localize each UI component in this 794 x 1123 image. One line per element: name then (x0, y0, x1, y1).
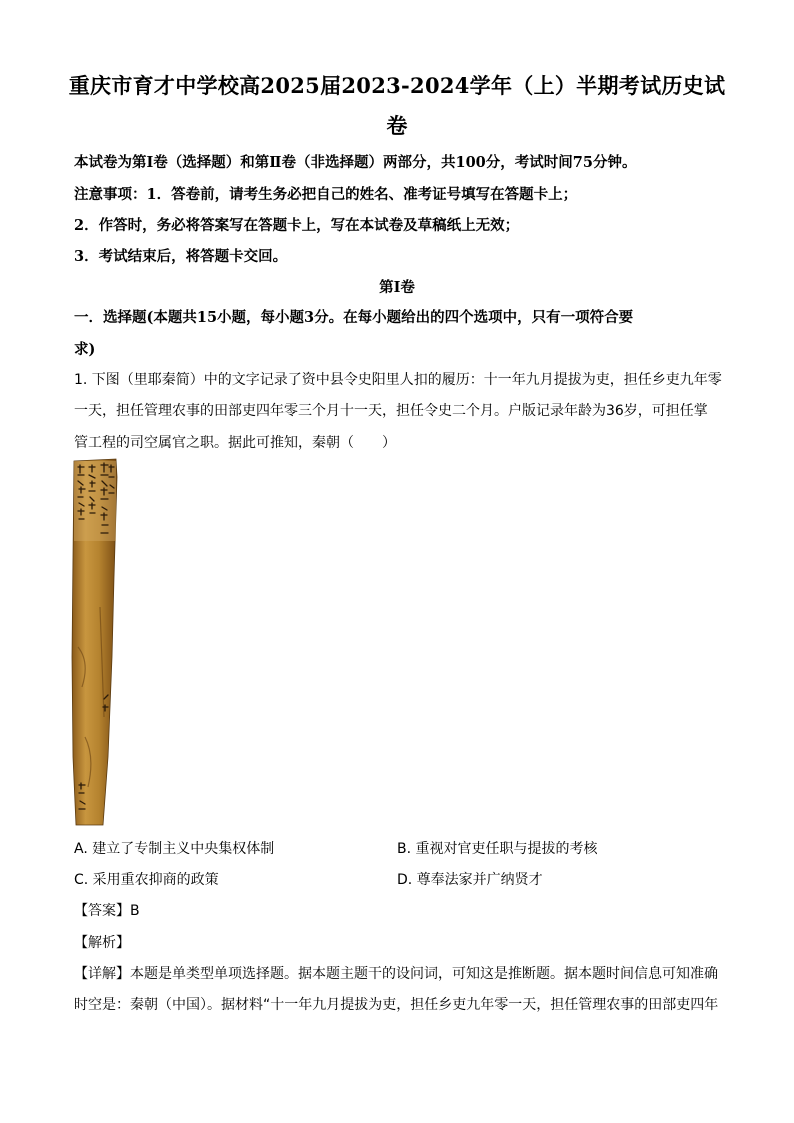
option-b[interactable]: B. 重视对官吏任职与提拔的考核 (397, 841, 598, 857)
detail-label: 【详解】 (74, 966, 130, 982)
answer-row (74, 900, 140, 920)
liye-bamboo-slip-image (70, 457, 120, 827)
detail-line-2: 时空是：秦朝（中国）。据材料“十一年九月提拔为吏，担任乡吏九年零一天，担任管理农事的田部吏四年 (74, 997, 719, 1013)
detail-line-1 (74, 963, 718, 983)
section-title: 第Ⅰ卷 (379, 279, 415, 296)
intro-line-1: 本试卷为第Ⅰ卷（选择题）和第Ⅱ卷（非选择题）两部分，共100分，考试时间75分钟。 (74, 154, 637, 171)
question-1-line-3: 管工程的司空属官之职。据此可推知，秦朝（ ） (74, 435, 396, 451)
option-c[interactable]: C. 采用重农抑商的政策 (74, 872, 219, 888)
intro-line-2: 注意事项：1．答卷前，请考生务必把自己的姓名、准考证号填写在答题卡上； (74, 186, 578, 203)
answer-value: B (130, 903, 140, 919)
analysis-label: 【解析】 (74, 935, 130, 951)
detail-text-1: 本题是单类型单项选择题。据本题主题干的设问词，可知这是推断题。据本题时间信息可知准确 (130, 966, 718, 982)
part-one-line-1: 一．选择题(本题共15小题，每小题3分。在每小题给出的四个选项中，只有一项符合要 (74, 309, 634, 326)
exam-title-line2: 卷 (386, 113, 408, 138)
intro-line-4: 3．考试结束后，将答题卡交回。 (74, 248, 288, 265)
option-a[interactable]: A. 建立了专制主义中央集权体制 (74, 841, 275, 857)
question-1-line-2: 一天，担任管理农事的田部吏四年零三个月十一天，担任令史二个月。户版记录年龄为36岁，可担任掌 (74, 403, 708, 419)
exam-title-line1: 重庆市育才中学校高2025届2023-2024学年（上）半期考试历史试 (68, 73, 726, 98)
part-one-line-2: 求) (74, 341, 96, 358)
question-1-line-1: 1. 下图（里耶秦简）中的文字记录了资中县令史阳里人扣的履历：十一年九月提拔为吏，担任乡吏九年零 (74, 372, 722, 388)
answer-label: 【答案】 (74, 903, 130, 919)
option-d[interactable]: D. 尊奉法家并广纳贤才 (397, 872, 543, 888)
intro-line-3: 2．作答时，务必将答案写在答题卡上，写在本试卷及草稿纸上无效； (74, 217, 520, 234)
